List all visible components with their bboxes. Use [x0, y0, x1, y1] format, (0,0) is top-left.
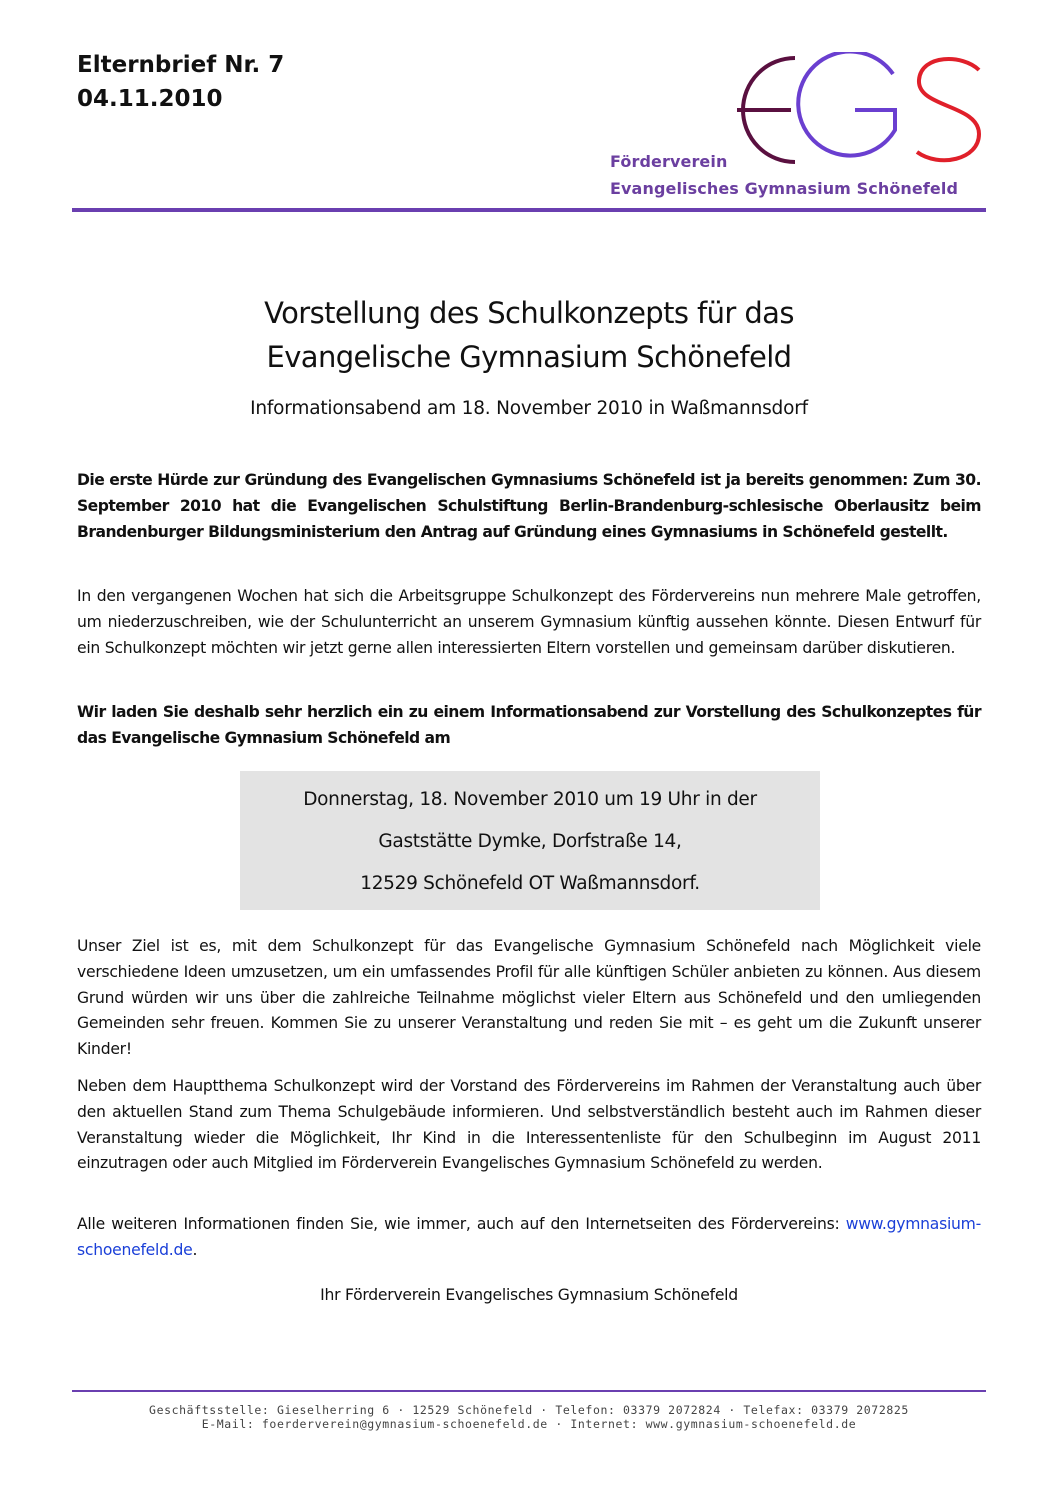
page-title-line2: Evangelische Gymnasium Schönefeld [266, 340, 792, 374]
egs-logo-text: EGS [725, 52, 728, 53]
more-info-text: Alle weiteren Informationen finden Sie, wie immer, auch auf den Internetseiten des Fördervereins: [77, 1215, 846, 1233]
logo-letter-s [917, 59, 979, 160]
paragraph-topics: Neben dem Hauptthema Schulkonzept wird der Vorstand des Fördervereins im Rahmen der Veranstaltung auch über den aktuellen Stand zum Thema Schulgebäude informieren. Und selbstverständlich besteht auch im Rahmen dieser Veranstaltung wieder die Möglichkeit, Ihr Kind in die Interessentenliste für den Schulbeginn im August 2011 einzutragen oder auch Mitglied im Förderverein Evangelisches Gymnasium Schönefeld zu werden. [77, 1077, 981, 1173]
logo-letter-g [798, 52, 895, 156]
paragraph-invitation: Wir laden Sie deshalb sehr herzlich ein zu einem Informationsabend zur Vorstellung des Schulkonzeptes für das Evangelische Gymnasium Schönefeld am [77, 703, 981, 747]
page-title-line1: Vorstellung des Schulkonzepts für das [264, 296, 794, 330]
paragraph-goal: Unser Ziel ist es, mit dem Schulkonzept für das Evangelische Gymnasium Schönefeld nach Möglichkeit viele verschiedene Ideen umzusetzen, um ein umfassendes Profil für alle künftigen Schüler anbieten zu können. Aus diesem Grund würden wir uns über die zahlreiche Teilnahme möglichst vieler Eltern aus Schönefeld und den umliegenden Gemeinden sehr freuen. Kommen Sie zu unserer Veranstaltung und reden Sie mit – es geht um die Zukunft unserer Kinder! [77, 937, 981, 1059]
paragraph-more-info [77, 1212, 981, 1264]
footer-address: Geschäftsstelle: Gieselherring 6 · 12529 Schönefeld · Telefon: 03379 2072824 · Telefax: 03379 2072825 [149, 1403, 909, 1417]
org-name-line1: Förderverein [610, 152, 728, 171]
org-name-line2: Evangelisches Gymnasium Schönefeld [610, 179, 959, 198]
event-location: 12529 Schönefeld OT Waßmannsdorf. [360, 873, 700, 894]
website-link[interactable]: www.gymnasium-schoenefeld.de [77, 1215, 981, 1259]
page-subtitle: Informationsabend am 18. November 2010 in Waßmannsdorf [250, 398, 808, 419]
signature: Ihr Förderverein Evangelisches Gymnasium Schönefeld [320, 1286, 738, 1304]
event-date-time: Donnerstag, 18. November 2010 um 19 Uhr in der [303, 789, 757, 810]
more-info-end: . [192, 1240, 198, 1259]
letter-date: 04.11.2010 [77, 86, 223, 112]
paragraph-intro: Die erste Hürde zur Gründung des Evangelischen Gymnasiums Schönefeld ist ja bereits genommen: Zum 30. September 2010 hat die Evangelischen Schulstiftung Berlin-Brandenburg-schlesische Oberlausitz beim Brandenburger Bildungsministerium den Antrag auf Gründung eines Gymnasiums in Schönefeld gestellt. [77, 471, 981, 541]
header-divider [72, 208, 986, 212]
egs-logo [725, 52, 987, 170]
event-venue: Gaststätte Dymke, Dorfstraße 14, [378, 831, 682, 852]
letter-title: Elternbrief Nr. 7 [77, 52, 285, 78]
footer-divider [72, 1390, 986, 1392]
paragraph-working-group: In den vergangenen Wochen hat sich die Arbeitsgruppe Schulkonzept des Fördervereins nun mehrere Male getroffen, um niederzuschreiben, wie der Schulunterricht an unserem Gymnasium künftig aussehen könnte. Diesen Entwurf für ein Schulkonzept möchten wir jetzt gerne allen interessierten Eltern vorstellen und gemeinsam darüber diskutieren. [77, 587, 981, 657]
footer-contact: E-Mail: foerderverein@gymnasium-schoenefeld.de · Internet: www.gymnasium-schoenefeld.de [201, 1417, 857, 1431]
event-info-box [240, 771, 820, 910]
